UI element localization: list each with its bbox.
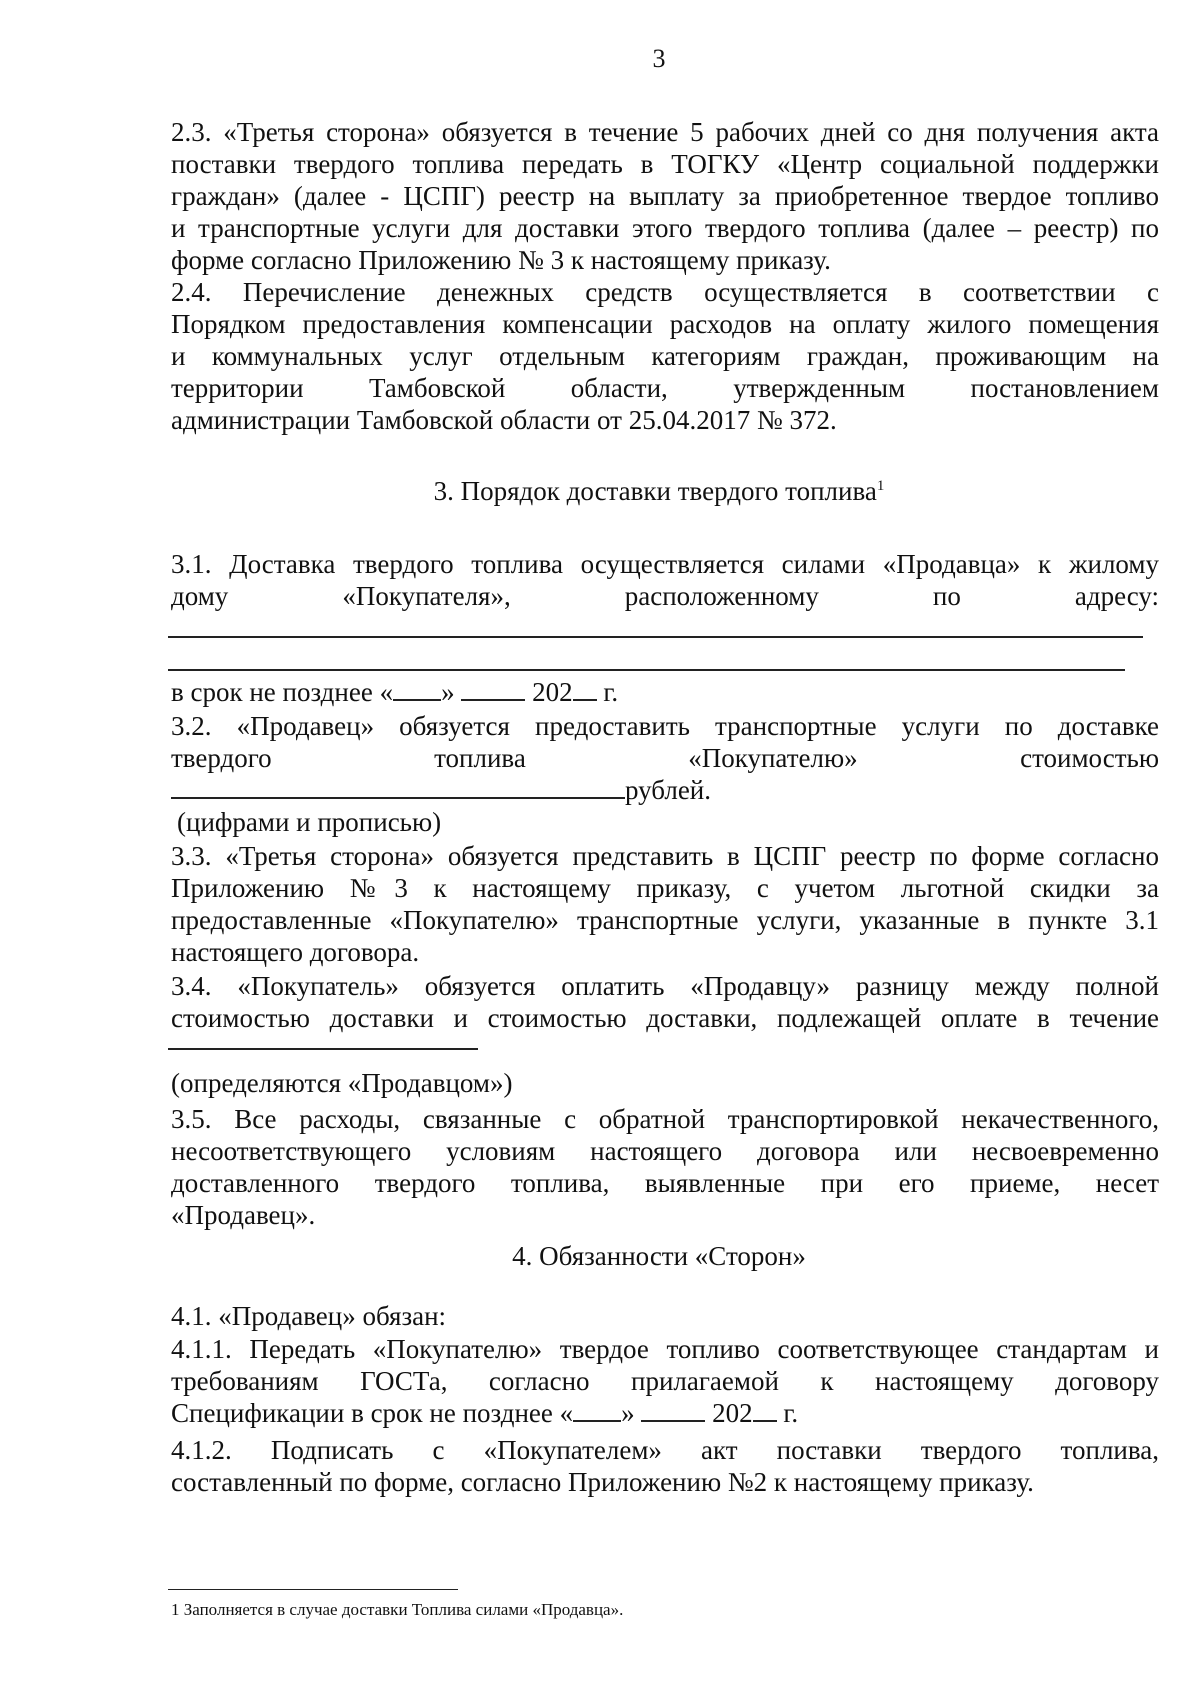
text-line: настоящего договора.: [171, 937, 420, 967]
paragraph-4-1: 4.1. «Продавец» обязан:: [171, 1301, 447, 1331]
paragraph-4-1-1: [171, 1333, 1159, 1429]
address-blank-line[interactable]: [168, 669, 1125, 671]
year-blank[interactable]: [573, 677, 597, 701]
text-line: Приложению №3 к настоящему приказу, с учетом льготной скидки за: [171, 873, 1159, 903]
delivery-date-line: в срок не позднее « » 202 г.: [171, 677, 619, 707]
text-line: 4.1.1. Передать «Покупателю» твердое топливо соответствующее стандартам и: [171, 1334, 1159, 1364]
text-line: территории Тамбовской области, утвержденным постановлением: [171, 373, 1159, 403]
term-blank-line[interactable]: [168, 1048, 478, 1050]
footnote-separator: [168, 1589, 458, 1590]
text-line: 3.1. Доставка твердого топлива осуществляется силами «Продавца» к жилому: [171, 549, 1159, 579]
page-number: 3: [652, 44, 666, 73]
text-line: «Продавец».: [171, 1200, 316, 1230]
text-line: дому «Покупателя», расположенному по адресу:: [171, 581, 1159, 611]
paragraph-3-5: [171, 1103, 1159, 1231]
paragraph-3-2: [171, 710, 1159, 838]
day-blank[interactable]: [573, 1398, 621, 1422]
text-line: форме согласно Приложению № 3 к настоящему приказу.: [171, 245, 831, 275]
text-line: Порядком предоставления компенсации расходов на оплату жилого помещения: [171, 309, 1159, 339]
text-line: и транспортные услуги для доставки этого твердого топлива (далее – реестр) по: [171, 213, 1159, 243]
address-blank-line[interactable]: [168, 636, 1143, 638]
paragraph-2-3: [171, 116, 1159, 276]
sum-hint: (цифрами и прописью): [177, 807, 442, 837]
text-line: 2.3. «Третья сторона» обязуется в течение 5 рабочих дней со дня получения акта: [171, 117, 1159, 147]
text-line: требованиям ГОСТа, согласно прилагаемой к настоящему договору: [171, 1366, 1159, 1396]
text-line: 4.1.2. Подписать с «Покупателем» акт поставки твердого топлива,: [171, 1435, 1159, 1465]
text-line: администрации Тамбовской области от 25.04.2017 № 372.: [171, 405, 837, 435]
text-line: 3.3. «Третья сторона» обязуется представить в ЦСПГ реестр по форме согласно: [171, 841, 1159, 871]
text-line: и коммунальных услуг отдельным категориям граждан, проживающим на: [171, 341, 1159, 371]
sum-line: рублей.: [171, 774, 1159, 806]
heading-text: 3. Порядок доставки твердого топлива: [433, 476, 877, 506]
text-line: 3.4. «Покупатель» обязуется оплатить «Продавцу» разницу между полной: [171, 971, 1159, 1001]
footnote-ref: 1: [876, 478, 885, 494]
text-line: граждан» (далее - ЦСПГ) реестр на выплату за приобретенное твердое топливо: [171, 181, 1159, 211]
paragraph-2-4: [171, 276, 1159, 436]
paragraph-3-3: [171, 840, 1159, 968]
text-line: стоимостью доставки и стоимостью доставки, подлежащей оплате в течение: [171, 1003, 1159, 1033]
year-blank[interactable]: [753, 1398, 777, 1422]
text-line: предоставленные «Покупателю» транспортные услуги, указанные в пункте 3.1: [171, 905, 1159, 935]
paragraph-4-1-2: [171, 1434, 1159, 1498]
sum-blank[interactable]: [171, 775, 625, 799]
delivery-date-line: Спецификации в срок не позднее « » 202 г.: [171, 1398, 799, 1428]
term-hint: (определяются «Продавцом»): [171, 1068, 513, 1098]
text-line: составленный по форме, согласно Приложению №2 к настоящему приказу.: [171, 1467, 1034, 1497]
text-line: поставки твердого топлива передать в ТОГКУ «Центр социальной поддержки: [171, 149, 1159, 179]
text-line: доставленного твердого топлива, выявленные при его приеме, несет: [171, 1168, 1159, 1198]
paragraph-3-4: [171, 970, 1159, 1034]
text-line: несоответствующего условиям настоящего договора или несвоевременно: [171, 1136, 1159, 1166]
section-3-heading: [0, 476, 1200, 507]
text-line: твердого топлива «Покупателю» стоимостью: [171, 743, 1159, 773]
paragraph-3-1: [171, 548, 1159, 612]
month-blank[interactable]: [461, 677, 525, 701]
section-4-heading: 4. Обязанности «Сторон»: [512, 1241, 806, 1271]
text-line: 3.5. Все расходы, связанные с обратной транспортировкой некачественного,: [171, 1104, 1159, 1134]
footnote: 1 Заполняется в случае доставки Топлива силами «Продавца».: [171, 1600, 624, 1619]
text-line: 2.4. Перечисление денежных средств осуществляется в соответствии с: [171, 277, 1159, 307]
text-line: 3.2. «Продавец» обязуется предоставить транспортные услуги по доставке: [171, 711, 1159, 741]
day-blank[interactable]: [393, 677, 441, 701]
month-blank[interactable]: [641, 1398, 705, 1422]
